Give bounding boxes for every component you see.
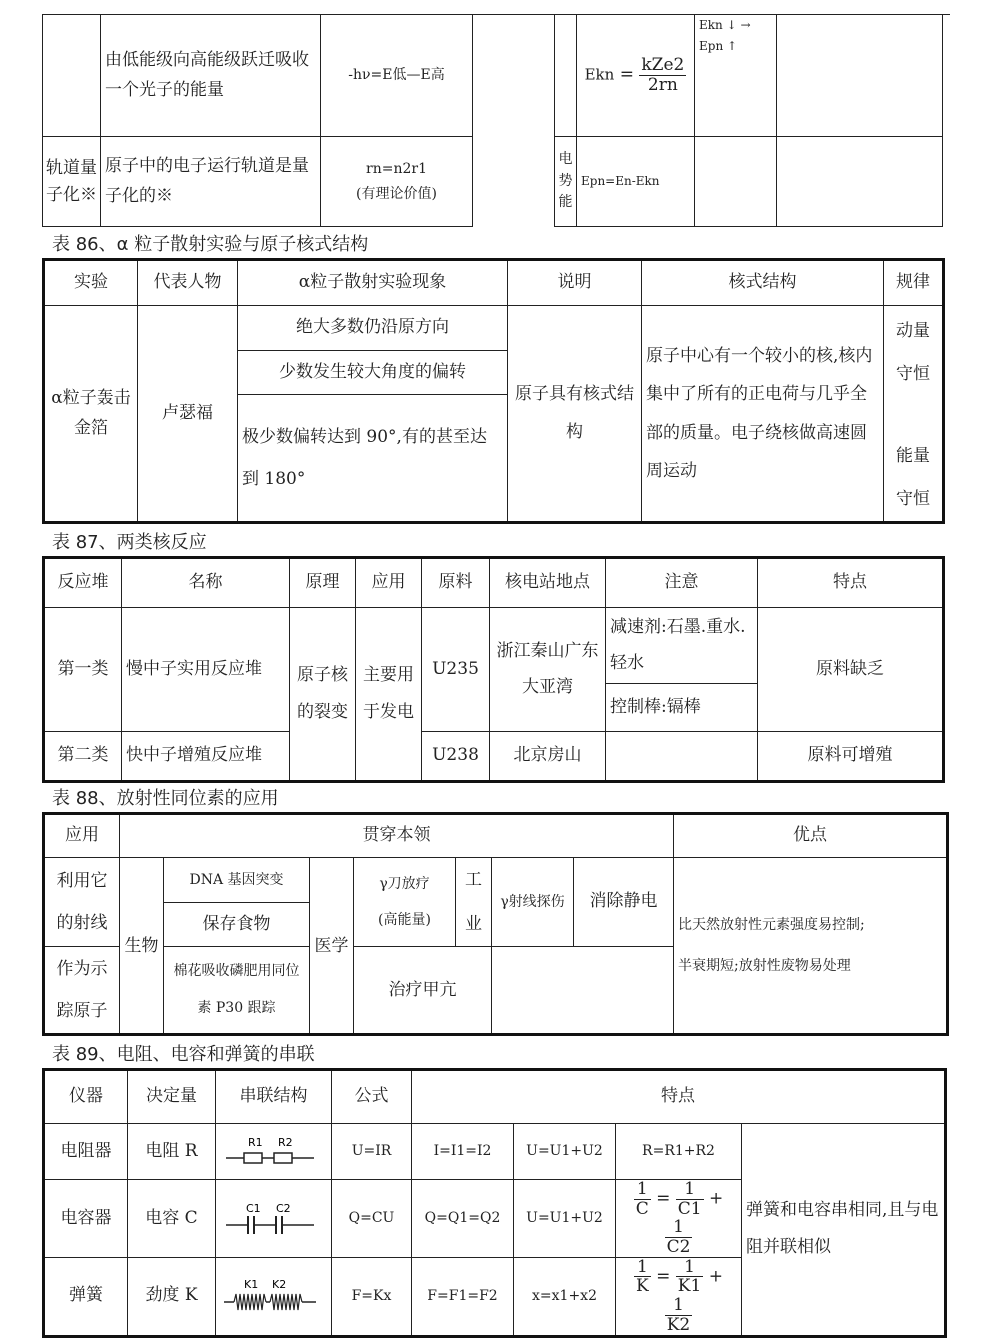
t86-structure: 原子中心有一个较小的核,核内集中了所有的正电荷与几乎全部的质量。电子绕核做高速圆周运动 [642, 306, 884, 523]
t87-header: 应用 [356, 558, 422, 608]
t87-header: 原料 [422, 558, 490, 608]
t86-person: 卢瑟福 [138, 306, 238, 523]
epn-formula-cell: Epn=En-Ekn [577, 137, 695, 227]
t89-formula: U=IR [332, 1124, 412, 1180]
caption-table-89: 表 89、电阻、电容和弹簧的串联 [52, 1044, 315, 1065]
t89-feature: Q=Q1=Q2 [412, 1180, 514, 1258]
k1-label: K1 [244, 1278, 259, 1292]
t88-food: 保存食物 [164, 902, 310, 947]
t87-header: 原理 [290, 558, 356, 608]
t87-header: 名称 [122, 558, 290, 608]
t89-feature: U=U1+U2 [514, 1124, 616, 1180]
t88-gamma-flaw: γ射线探伤 [492, 858, 574, 947]
t89-feature: x=x1+x2 [514, 1257, 616, 1336]
t87-header: 特点 [758, 558, 944, 608]
t87-use: 主要用于发电 [356, 608, 422, 782]
t89-quantity: 电阻 R [128, 1124, 216, 1180]
t89-feature: I=I1=I2 [412, 1124, 514, 1180]
t86-phenomenon: 极少数偏转达到 90°,有的甚至达到 180° [238, 395, 508, 523]
r1-label: R1 [248, 1135, 263, 1149]
caption-table-86: 表 86、α 粒子散射实验与原子核式结构 [52, 234, 369, 255]
t89-device: 弹簧 [44, 1257, 128, 1336]
t88-bio: 生物 [120, 858, 164, 1035]
t86-header: 实验 [44, 260, 138, 306]
t88-med: 医学 [310, 858, 354, 1035]
t88-use: 利用它的射线 [44, 858, 120, 947]
table-89 [42, 1068, 947, 1338]
t88-gamma-knife: γ刀放疗 (高能量) [354, 858, 456, 947]
caption-table-88: 表 88、放射性同位素的应用 [52, 788, 279, 809]
ekn-formula-cell: Ekn = $\frac{\text{kZe2}}{2rn}$ [577, 15, 695, 137]
orbit-formula-cell: rn=n2r1 (有理论价值) [321, 137, 473, 227]
t88-static: 消除静电 [574, 858, 674, 947]
t89-header: 特点 [412, 1070, 946, 1124]
t89-feature: F=F1=F2 [412, 1257, 514, 1336]
t87-name: 慢中子实用反应堆 [122, 608, 290, 732]
t86-header: 核式结构 [642, 260, 884, 306]
t89-formula: Q=CU [332, 1180, 412, 1258]
t89-summary: 弹簧和电容串相同,且与电阻并联相似 [742, 1124, 946, 1337]
r2-label: R2 [278, 1135, 293, 1149]
t86-phenomenon: 少数发生较大角度的偏转 [238, 350, 508, 395]
t87-note: 减速剂:石墨.重水.轻水 [606, 608, 758, 684]
t88-hyperthyroid: 治疗甲亢 [354, 947, 492, 1035]
t87-note: 控制棒:镉棒 [606, 684, 758, 732]
t88-tracer: 作为示踪原子 [44, 947, 120, 1035]
t87-site: 北京房山 [490, 732, 606, 782]
t87-fuel: U238 [422, 732, 490, 782]
t88-advantage: 比天然放射性元素强度易控制; 半衰期短;放射性废物易处理 [674, 858, 948, 1035]
table-86 [42, 258, 945, 524]
potential-energy-label: 电势能 [555, 137, 577, 227]
t86-header: α粒子散射实验现象 [238, 260, 508, 306]
t87-name: 快中子增殖反应堆 [122, 732, 290, 782]
t87-header: 核电站地点 [490, 558, 606, 608]
t87-fuel: U235 [422, 608, 490, 732]
t88-header: 贯穿本领 [120, 814, 674, 858]
orbit-quantization-label: 轨道量子化※ [43, 137, 101, 227]
orbit-desc-cell: 原子中的电子运行轨道是量子化的※ [101, 137, 321, 227]
capacitor-series-diagram [216, 1180, 332, 1258]
t88-dna: DNA 基因突变 [164, 858, 310, 903]
capacitance-reciprocal-formula: $\frac{1}{C}$ = $\frac{1}{C1}$ + $\frac{1}{C2}$ [616, 1180, 742, 1258]
ekn-arrow-cell: Ekn ↓ → Epn ↑ [695, 15, 777, 137]
t89-header: 串联结构 [216, 1070, 332, 1124]
c1-label: C1 [246, 1202, 261, 1216]
t89-header: 公式 [332, 1070, 412, 1124]
table-88 [42, 812, 949, 1036]
spring-series-diagram [216, 1257, 332, 1336]
top-formula-cell: -hν=E低—E高 [321, 15, 473, 137]
t86-header: 规律 [884, 260, 944, 306]
t89-device: 电阻器 [44, 1124, 128, 1180]
top-empty-cell [43, 15, 101, 137]
t86-law: 动量守恒 能量守恒 [884, 306, 944, 523]
resistor-series-diagram [216, 1124, 332, 1180]
t87-principle: 原子核的裂变 [290, 608, 356, 782]
caption-table-87: 表 87、两类核反应 [52, 532, 207, 553]
t86-header: 代表人物 [138, 260, 238, 306]
t89-formula: F=Kx [332, 1257, 412, 1336]
t86-explain: 原子具有核式结构 [508, 306, 642, 523]
t88-cotton: 棉花吸收磷肥用同位素 P30 跟踪 [164, 947, 310, 1035]
t89-feature: U=U1+U2 [514, 1180, 616, 1258]
t89-feature: R=R1+R2 [616, 1124, 742, 1180]
t89-header: 仪器 [44, 1070, 128, 1124]
table-87 [42, 556, 945, 783]
t86-phenomenon: 绝大多数仍沿原方向 [238, 306, 508, 351]
t89-quantity: 电容 C [128, 1180, 216, 1258]
t87-feature: 原料缺乏 [758, 608, 944, 732]
t87-header: 反应堆 [44, 558, 122, 608]
t86-header: 说明 [508, 260, 642, 306]
t88-header: 优点 [674, 814, 948, 858]
t89-header: 决定量 [128, 1070, 216, 1124]
t88-header: 应用 [44, 814, 120, 858]
t86-experiment: α粒子轰击金箔 [44, 306, 138, 523]
t87-header: 注意 [606, 558, 758, 608]
t88-industry: 工业 [456, 858, 492, 947]
c2-label: C2 [276, 1202, 291, 1216]
t87-feature: 原料可增殖 [758, 732, 944, 782]
t87-type: 第一类 [44, 608, 122, 732]
spring-reciprocal-formula: $\frac{1}{K}$ = $\frac{1}{K1}$ + $\frac{1}{K2}$ [616, 1257, 742, 1336]
t87-site: 浙江秦山广东大亚湾 [490, 608, 606, 732]
top-desc-cell: 由低能级向高能级跃迁吸收一个光子的能量 [101, 15, 321, 137]
t89-device: 电容器 [44, 1180, 128, 1258]
t89-quantity: 劲度 K [128, 1257, 216, 1336]
k2-label: K2 [272, 1278, 287, 1292]
table-top [42, 14, 943, 227]
t87-type: 第二类 [44, 732, 122, 782]
